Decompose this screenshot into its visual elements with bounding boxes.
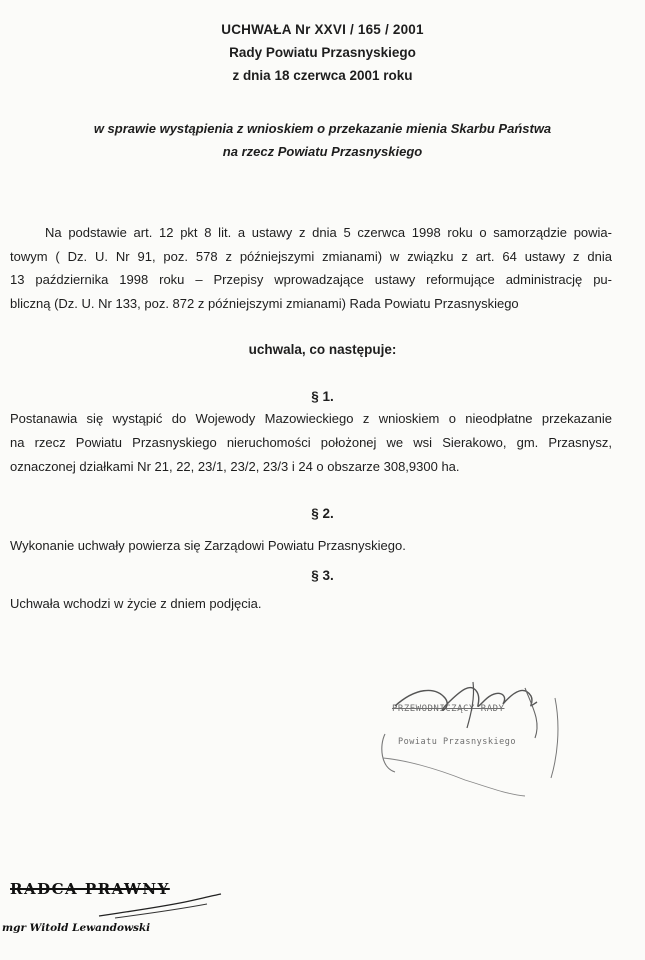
section-1-heading: § 1.	[311, 389, 334, 404]
preamble-line-2: towym ( Dz. U. Nr 91, poz. 578 z późniejszymi zmianami) w związku z art. 64 ustawy z dnia	[10, 249, 612, 264]
section-1-line-2: na rzecz Powiatu Przasnyskiego nieruchomości położonej we wsi Sierakowo, gm. Przasnysz,	[10, 435, 612, 450]
chairman-stamp-line-2: Powiatu Przasnyskiego	[398, 737, 516, 747]
section-1-line-3: oznaczonej działkami Nr 21, 22, 23/1, 23/2, 23/3 i 24 o obszarze 308,9300 ha.	[10, 459, 460, 474]
subject-line-1: w sprawie wystąpienia z wnioskiem o przekazanie mienia Skarbu Państwa	[93, 121, 552, 136]
section-1-line-1: Postanawia się wystąpić do Wojewody Mazowieckiego z wnioskiem o nieodpłatne przekazanie	[10, 411, 612, 426]
chairman-signature-icon	[375, 668, 575, 798]
counsel-signature-icon	[95, 892, 225, 922]
chairman-stamp-line-1: PRZEWODNICZĄCY RADY	[392, 704, 505, 714]
section-2-heading: § 2.	[311, 506, 334, 521]
subject-line-2: na rzecz Powiatu Przasnyskiego	[222, 144, 423, 159]
preamble-line-1: Na podstawie art. 12 pkt 8 lit. a ustawy z dnia 5 czerwca 1998 roku o samorządzie powia-	[45, 225, 612, 240]
resolution-date: z dnia 18 czerwca 2001 roku	[232, 68, 413, 83]
preamble-line-3: 13 października 1998 roku – Przepisy wprowadzające ustawy reformujące administrację pu-	[10, 272, 612, 287]
legal-counsel-name: mgr Witold Lewandowski	[2, 922, 151, 934]
section-3-heading: § 3.	[311, 568, 334, 583]
resolution-number: UCHWAŁA Nr XXVI / 165 / 2001	[221, 22, 424, 37]
council-name: Rady Powiatu Przasnyskiego	[229, 45, 416, 60]
section-2-line-1: Wykonanie uchwały powierza się Zarządowi Powiatu Przasnyskiego.	[10, 538, 406, 553]
resolves-heading: uchwala, co następuje:	[248, 342, 397, 357]
section-3-line-1: Uchwała wchodzi w życie z dniem podjęcia.	[10, 596, 262, 611]
legal-counsel-title: RADCA PRAWNY	[10, 880, 170, 898]
preamble-line-4: bliczną (Dz. U. Nr 133, poz. 872 z późniejszymi zmianami) Rada Powiatu Przasnyskiego	[10, 296, 519, 311]
